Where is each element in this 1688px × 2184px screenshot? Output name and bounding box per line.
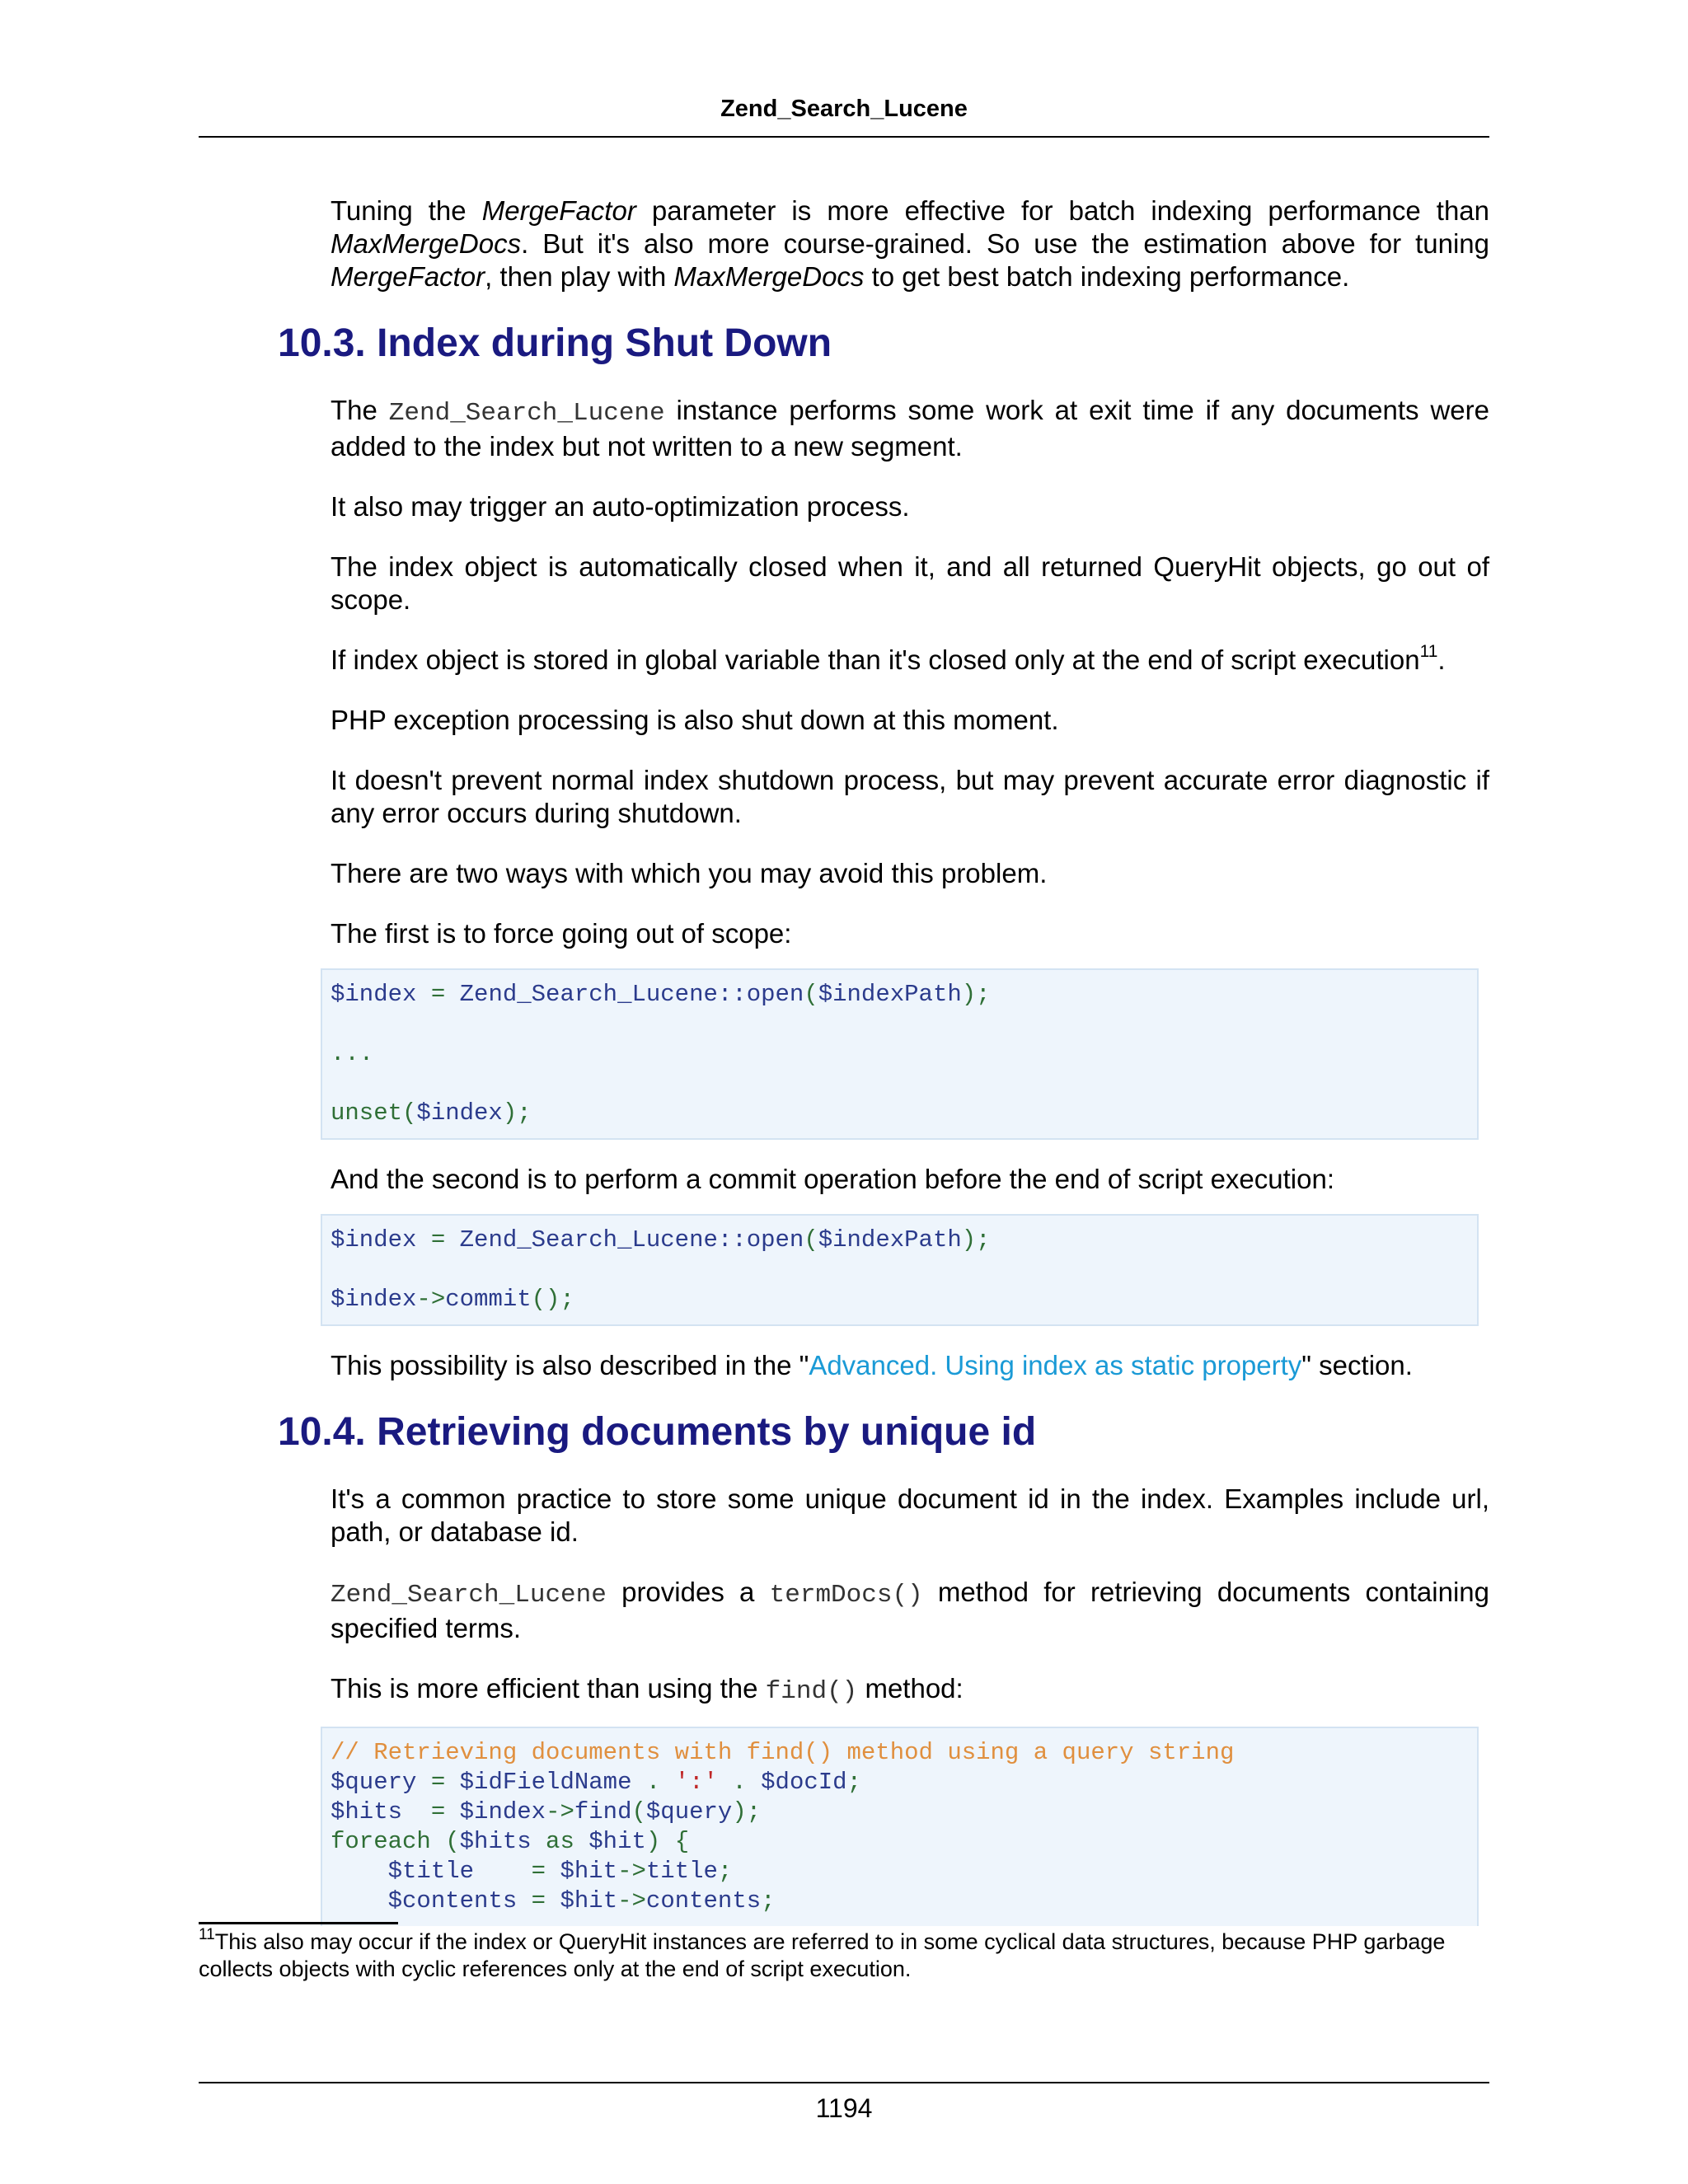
code-block-commit: $index = Zend_Search_Lucene::open($indexPath); $index->commit(); — [321, 1214, 1479, 1326]
footer-rule — [199, 2082, 1489, 2083]
section-title-10-3: 10.3. Index during Shut Down — [278, 321, 832, 365]
intro-paragraph: Tuning the MergeFactor parameter is more effective for batch indexing performance than MaxMergeDocs. But it's also more course-grained. So use the estimation above for tuning MergeFactor, then play with MaxMergeDocs to get best batch indexing performance. — [331, 195, 1490, 292]
paragraph: This possibility is also described in the "Advanced. Using index as static property" section. — [331, 1350, 1413, 1380]
paragraph: The first is to force going out of scope: — [331, 918, 792, 949]
paragraph: There are two ways with which you may avoid this problem. — [331, 858, 1048, 888]
paragraph: It's a common practice to store some unique document id in the index. Examples include url, path, or database id. — [331, 1483, 1489, 1547]
paragraph: It doesn't prevent normal index shutdown process, but may prevent accurate error diagnostic if any error occurs during shutdown. — [331, 765, 1489, 828]
footnote-rule — [199, 1922, 398, 1924]
footnote — [199, 1926, 1489, 1983]
code-block-find: // Retrieving documents with find() method using a query string $query = $idFieldName . ':' . $docId; $hits = $index->find($query); foreach ($hits as $hit) { $title = $hit->title; $contents = $hit->contents; — [321, 1727, 1479, 1926]
paragraph: It also may trigger an auto-optimization process. — [331, 491, 910, 522]
paragraph: Zend_Search_Lucene provides a termDocs() method for retrieving documents containing specified terms. — [331, 1577, 1489, 1643]
static-property-link[interactable]: Advanced. Using index as static property — [809, 1350, 1302, 1380]
section-title-10-4: 10.4. Retrieving documents by unique id — [278, 1410, 1037, 1454]
code-block-unset: $index = Zend_Search_Lucene::open($indexPath); ... unset($index); — [321, 968, 1479, 1140]
footnote-ref[interactable]: 11 — [1419, 642, 1438, 661]
paragraph: The index object is automatically closed when it, and all returned QueryHit objects, go out of scope. — [331, 551, 1489, 615]
header-rule — [199, 136, 1489, 138]
paragraph: This is more efficient than using the find() method: — [331, 1673, 964, 1706]
footnote-number: 11 — [199, 1926, 215, 1943]
paragraph: If index object is stored in global variable than it's closed only at the end of script execution$^{11}$. — [331, 642, 1446, 675]
footnote-text: This also may occur if the index or QueryHit instances are referred to in some cyclical data structures, because PHP garbage collects objects with cyclic references only at the end of script execution. — [199, 1929, 1446, 1981]
page-number: 1194 — [815, 2093, 873, 2123]
paragraph: And the second is to perform a commit operation before the end of script execution: — [331, 1164, 1335, 1194]
page-content — [199, 194, 1489, 1949]
paragraph: PHP exception processing is also shut down at this moment. — [331, 705, 1059, 735]
paragraph: The Zend_Search_Lucene instance performs some work at exit time if any documents were added to the index but not written to a new segment. — [331, 395, 1489, 462]
page-header-title: Zend_Search_Lucene — [720, 96, 968, 122]
